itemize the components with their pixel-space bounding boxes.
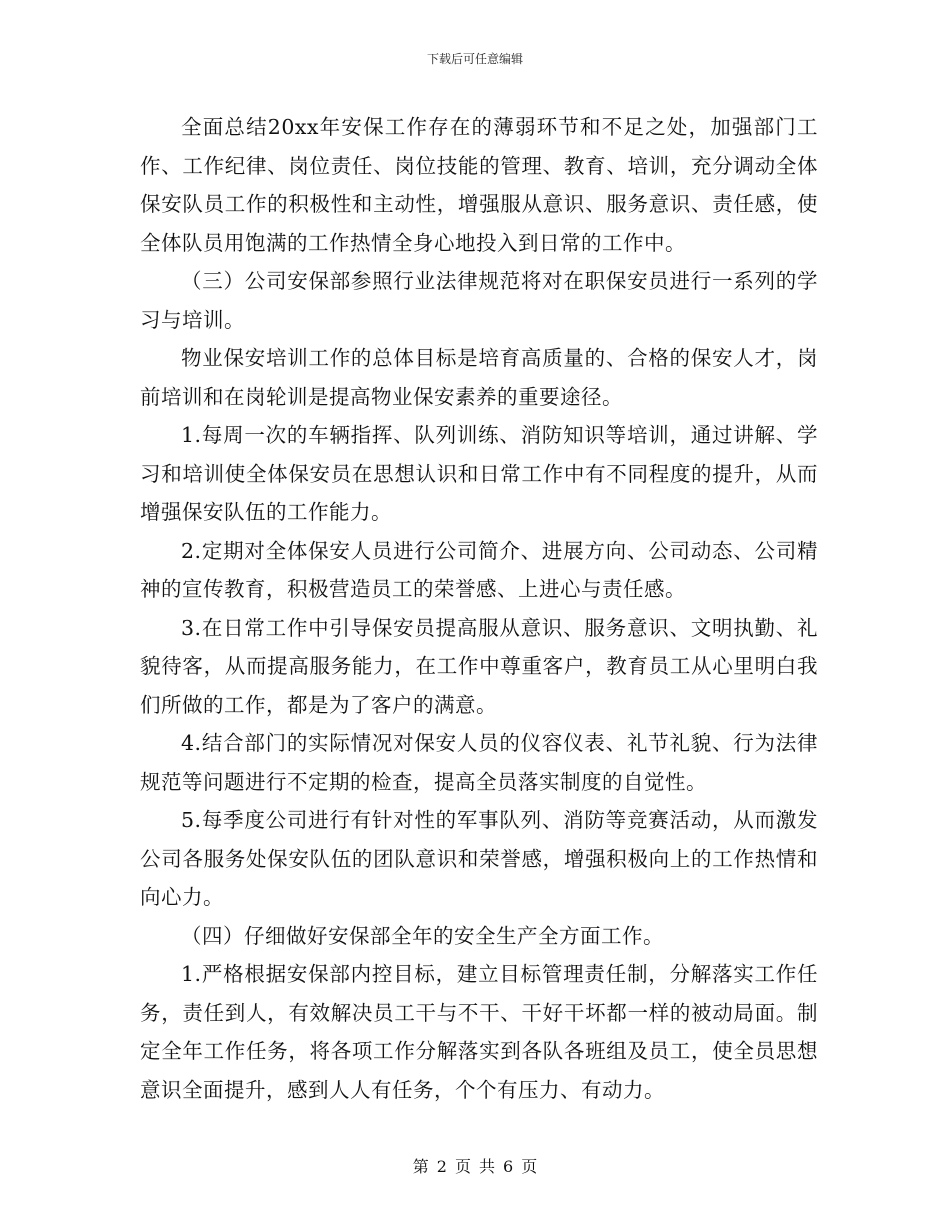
total-prefix: 共	[479, 1157, 496, 1176]
page-prefix: 第	[412, 1157, 429, 1176]
document-body	[140, 108, 818, 1109]
total-label: 页	[521, 1157, 538, 1176]
page-header: 下载后可任意编辑	[426, 52, 523, 66]
paragraph-training-item-2: 2.定期对全体保安人员进行公司简介、进展方向、公司动态、公司精神的宣传教育，积极营造员工的荣誉感、上进心与责任感。	[140, 538, 818, 601]
paragraph-training-item-1: 1.每周一次的车辆指挥、队列训练、消防知识等培训，通过讲解、学习和培训使全体保安员在思想认识和日常工作中有不同程度的提升，从而增强保安队伍的工作能力。	[140, 423, 818, 524]
paragraph-training-item-4: 4.结合部门的实际情况对保安人员的仪容仪表、礼节礼貌、行为法律规范等问题进行不定期的检查，提高全员落实制度的自觉性。	[140, 731, 818, 794]
paragraph-summary: 全面总结20xx年安保工作存在的薄弱环节和不足之处，加强部门工作、工作纪律、岗位责任、岗位技能的管理、教育、培训，充分调动全体保安队员工作的积极性和主动性，增强服从意识、服务意识、责任感，使全体队员用饱满的工作热情全身心地投入到日常的工作中。	[140, 115, 818, 255]
paragraph-safety-item-1: 1.严格根据安保部内控目标，建立目标管理责任制，分解落实工作任务，责任到人，有效解决员工干与不干、干好干坏都一样的被动局面。制定全年工作任务，将各项工作分解落实到各队各班组及员工，使全员思想意识全面提升，感到人人有任务，个个有压力、有动力。	[140, 962, 818, 1102]
current-page-number: 2	[436, 1157, 447, 1176]
total-page-count: 6	[503, 1157, 514, 1176]
paragraph-section-three-heading: （三）公司安保部参照行业法律规范将对在职保安员进行一系列的学习与培训。	[140, 269, 818, 332]
paragraph-training-goal: 物业保安培训工作的总体目标是培育高质量的、合格的保安人才，岗前培训和在岗轮训是提高物业保安素养的重要途径。	[140, 346, 818, 409]
paragraph-training-item-3: 3.在日常工作中引导保安员提高服从意识、服务意识、文明执勤、礼貌待客，从而提高服务能力，在工作中尊重客户，教育员工从心里明白我们所做的工作，都是为了客户的满意。	[140, 615, 818, 717]
page-footer	[0, 1154, 950, 1177]
paragraph-training-item-5: 5.每季度公司进行有针对性的军事队列、消防等竞赛活动，从而激发公司各服务处保安队伍的团队意识和荣誉感，增强积极向上的工作热情和向心力。	[140, 808, 818, 909]
page-label: 页	[454, 1157, 471, 1176]
paragraph-section-four-heading: （四）仔细做好安保部全年的安全生产全方面工作。	[181, 923, 664, 948]
